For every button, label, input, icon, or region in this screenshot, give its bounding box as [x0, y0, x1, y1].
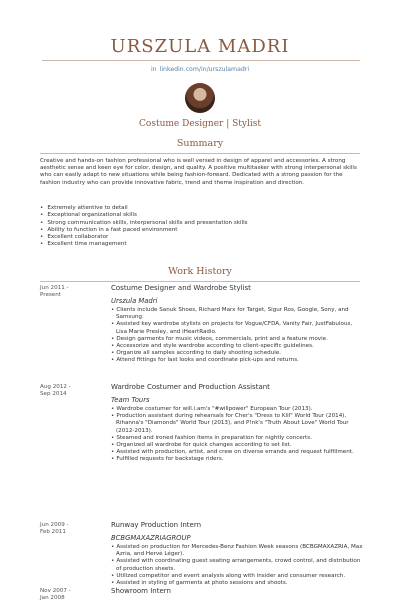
job-title: Runway Production Intern: [111, 521, 202, 529]
job-title: Wardrobe Costumer and Production Assistant: [111, 383, 270, 391]
list-item: • Production assistant during rehearsals for Cher's "Dress to Kill" World Tour (2014), Rihanna's "Diamonds" World Tour (2013), and P!nk's "Truth About Love" World Tour (2012-2013).: [111, 413, 363, 435]
job-bullets: [111, 544, 363, 587]
list-item: • Assisted with coordinating guest seating arrangements, crowd control, and distribution of production sheets.: [111, 558, 363, 572]
list-item: • Fulfilled requests for backstage riders.: [111, 456, 363, 463]
list-item: • Ability to function in a fast paced environment: [40, 227, 362, 234]
list-item: • Extremely attentive to detail: [40, 205, 362, 212]
work-history-divider: [40, 281, 360, 282]
job-dates: Jun 2011 - Present: [40, 285, 69, 299]
list-item: • Assisted key wardrobe stylists on projects for Vogue/CFDA, Vanity Fair, JustFabulous, Lisa Marie Presley, and iHeartRadio.: [111, 321, 363, 335]
list-item: • Assisted in styling of garments at photo sessions and shoots.: [111, 580, 363, 587]
list-item: • Steamed and ironed fashion items in preparation for nightly concerts.: [111, 435, 363, 442]
job-company: BCBGMAXAZRIAGROUP: [111, 534, 191, 542]
candidate-name: URSZULA MADRI: [110, 36, 290, 57]
list-item: • Attend fittings for last looks and coordinate pick-ups and returns.: [111, 357, 363, 364]
job-bullets: [111, 406, 363, 464]
list-item: • Strong communication skills, interpersonal skills and presentation skills: [40, 220, 362, 227]
summary-divider: [40, 153, 360, 154]
summary-paragraph: Creative and hands-on fashion professional who is well versed in design of apparel and accessories. A strong aesthetic sense and keen eye for color, design, and quality. A positive multitasker with strong interpersonal skills who can easily adapt to new situations while being fashion-forward. Dedicated with a strong passion for the fashion industry who can provide innovative fabric, trend and theme inspiration and direction.: [40, 158, 357, 186]
job-dates: Jun 2009 - Feb 2011: [40, 522, 69, 536]
list-item: • Assisted on production for Mercedes-Benz Fashion Week seasons (BCBGMAXAZRIA, Max Azria, and Hervé Léger).: [111, 544, 363, 558]
list-item: • Excellent time management: [40, 241, 362, 248]
list-item: • Clients include Sanuk Shoes, Richard Marx for Target, Sigur Ros, Google, Sony, and Samsung.: [111, 307, 363, 321]
avatar: [185, 83, 215, 113]
linkedin-icon: in: [150, 66, 157, 73]
list-item: • Organize all samples according to daily shooting schedule.: [111, 350, 363, 357]
list-item: • Organized all wardrobe for quick changes according to set list.: [111, 442, 363, 449]
job-dates: Aug 2012 - Sep 2014: [40, 384, 71, 398]
list-item: • Wardrobe costumer for will.i.am's "#willpower" European Tour (2013).: [111, 406, 363, 413]
list-item: • Utilized competitor and event analysis along with insider and consumer research.: [111, 573, 363, 580]
list-item: • Exceptional organizational skills: [40, 212, 362, 219]
professional-title: Costume Designer | Stylist: [139, 119, 261, 129]
job-bullets: [111, 307, 363, 365]
list-item: • Assisted with production, artist, and crew on diverse errands and request fulfillment.: [111, 449, 363, 456]
summary-heading: Summary: [176, 138, 224, 149]
header-divider: [42, 60, 360, 61]
job-dates: Nov 2007 - Jan 2008: [40, 588, 71, 602]
list-item: • Design garments for music videos, commercials, print and a feature movie.: [111, 336, 363, 343]
list-item: • Accessorize and style wardrobe according to client-specific guidelines.: [111, 343, 363, 350]
job-company: Urszula Madri: [111, 297, 158, 305]
summary-skills-list: [40, 205, 362, 249]
job-title: Showroom Intern: [111, 587, 171, 595]
job-title: Costume Designer and Wardrobe Stylist: [111, 284, 251, 292]
linkedin-url[interactable]: linkedin.com/in/urszulamadri: [159, 66, 250, 73]
job-company: Team Tours: [111, 396, 150, 404]
linkedin-link[interactable]: [0, 66, 400, 73]
work-history-heading: Work History: [168, 266, 232, 277]
list-item: • Excellent collaborator: [40, 234, 362, 241]
